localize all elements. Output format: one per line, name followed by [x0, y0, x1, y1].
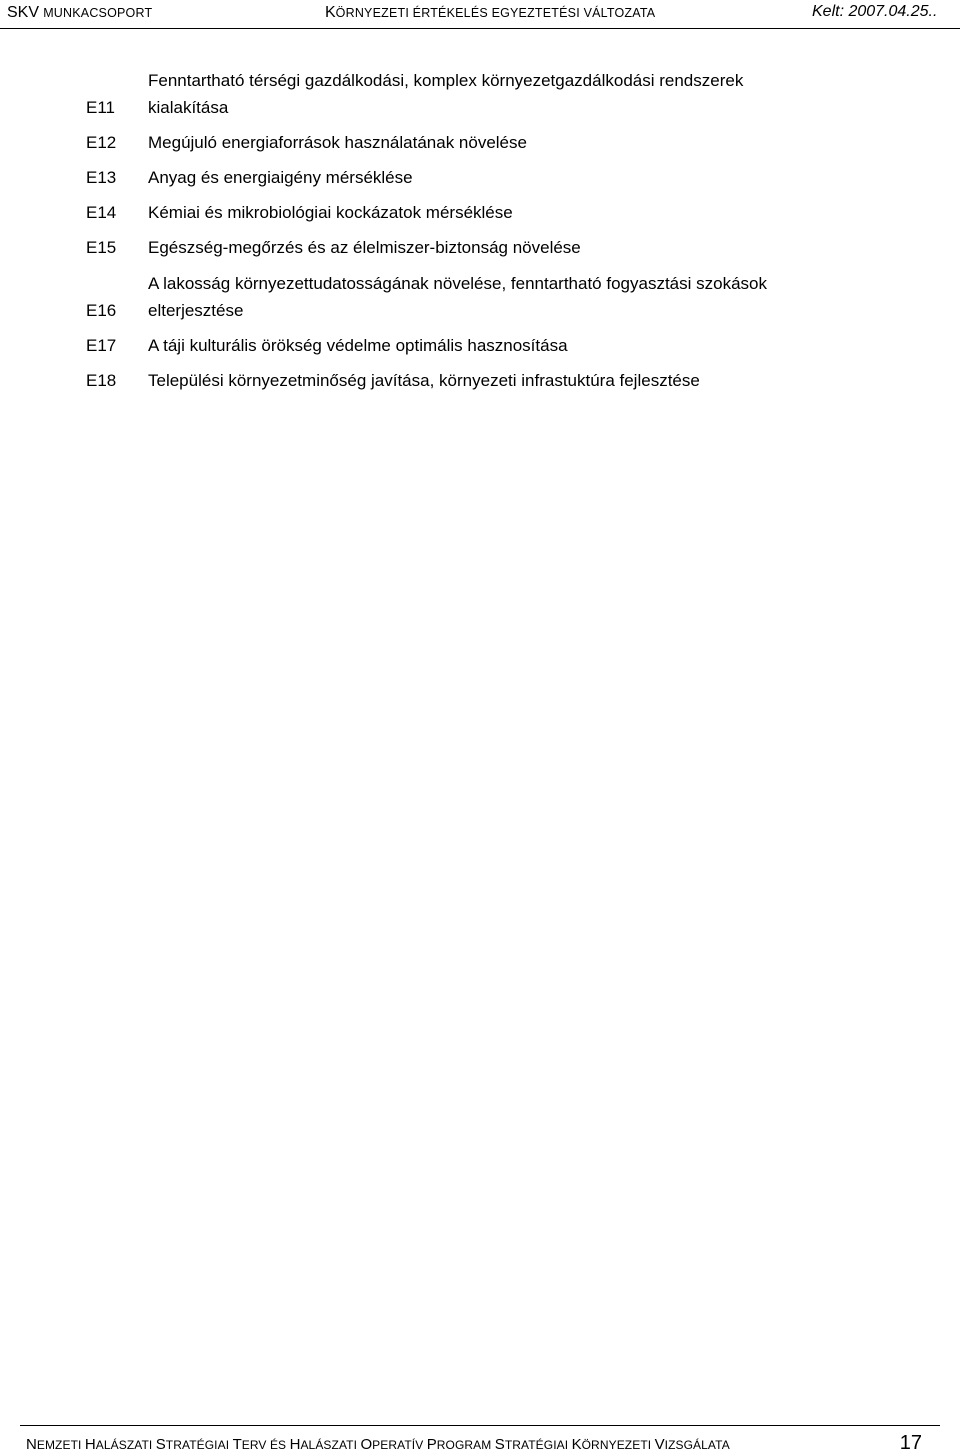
objective-text-line1: A táji kulturális örökség védelme optimális hasznosítása: [148, 336, 568, 355]
objective-code: E11: [86, 98, 115, 117]
objective-code: E16: [86, 301, 117, 320]
objective-code: E12: [86, 133, 117, 152]
objective-code: E15: [86, 238, 117, 257]
footer-title-cap: S: [155, 1436, 166, 1453]
footer-title-rest: ÖRNYEZETI: [581, 1438, 655, 1452]
footer-title-rest: ROGRAM: [436, 1438, 495, 1452]
footer-document-title: [26, 1436, 730, 1453]
page-header: [0, 0, 960, 29]
objective-text-line1: Kémiai és mikrobiológiai kockázatok mérséklése: [148, 203, 513, 222]
footer-title-cap: V: [654, 1436, 665, 1453]
page-footer: [20, 1425, 940, 1456]
footer-title-rest: PERATÍV: [372, 1438, 427, 1452]
footer-title-cap: K: [571, 1436, 582, 1453]
header-org-rest: MUNKACSOPORT: [43, 6, 153, 20]
footer-title-cap: S: [494, 1436, 505, 1453]
footer-title-cap: N: [26, 1436, 37, 1453]
footer-title-rest: ERV ÉS: [241, 1438, 290, 1452]
objective-text-line2: kialakítása: [148, 98, 229, 117]
page-number: 17: [899, 1432, 922, 1454]
footer-title-cap: H: [84, 1436, 96, 1453]
footer-title-rest: TRATÉGIAI: [165, 1438, 233, 1452]
objective-text-line2: elterjesztése: [148, 301, 244, 320]
footer-title-cap: O: [360, 1436, 373, 1453]
footer-title-rest: TRATÉGIAI: [504, 1438, 572, 1452]
objective-text-line1: Települési környezetminőség javítása, környezeti infrastuktúra fejlesztése: [148, 371, 700, 390]
objective-text-line1: A lakosság környezettudatosságának növelése, fenntartható fogyasztási szokások: [148, 274, 767, 293]
footer-title-cap: H: [289, 1436, 301, 1453]
header-document-title: [325, 4, 655, 22]
objective-code: E18: [86, 371, 117, 390]
header-doc-initial: K: [325, 4, 336, 21]
objective-text-line1: Anyag és energiaigény mérséklése: [148, 168, 413, 187]
footer-title-cap: T: [232, 1436, 242, 1453]
footer-title-rest: ALÁSZATI: [300, 1438, 361, 1452]
header-doc-rest: ÖRNYEZETI ÉRTÉKELÉS EGYEZTETÉSI VÁLTOZATA: [335, 6, 656, 20]
objective-text-line1: Fenntartható térségi gazdálkodási, komplex környezetgazdálkodási rendszerek: [148, 71, 744, 90]
header-date: Kelt: 2007.04.25..: [812, 3, 938, 20]
footer-title-rest: IZSGÁLATA: [664, 1438, 730, 1452]
footer-title-rest: ALÁSZATI: [95, 1438, 156, 1452]
footer-title-cap: P: [426, 1436, 437, 1453]
footer-title-rest: EMZETI: [36, 1438, 85, 1452]
objective-code: E14: [86, 203, 117, 222]
header-org-abbrev: SKV: [7, 4, 40, 21]
objective-text-line1: Megújuló energiaforrások használatának növelése: [148, 133, 527, 152]
objective-text-line1: Egészség-megőrzés és az élelmiszer-biztonság növelése: [148, 238, 581, 257]
objective-code: E13: [86, 168, 117, 187]
header-organization: [7, 4, 152, 22]
objective-code: E17: [86, 336, 117, 355]
